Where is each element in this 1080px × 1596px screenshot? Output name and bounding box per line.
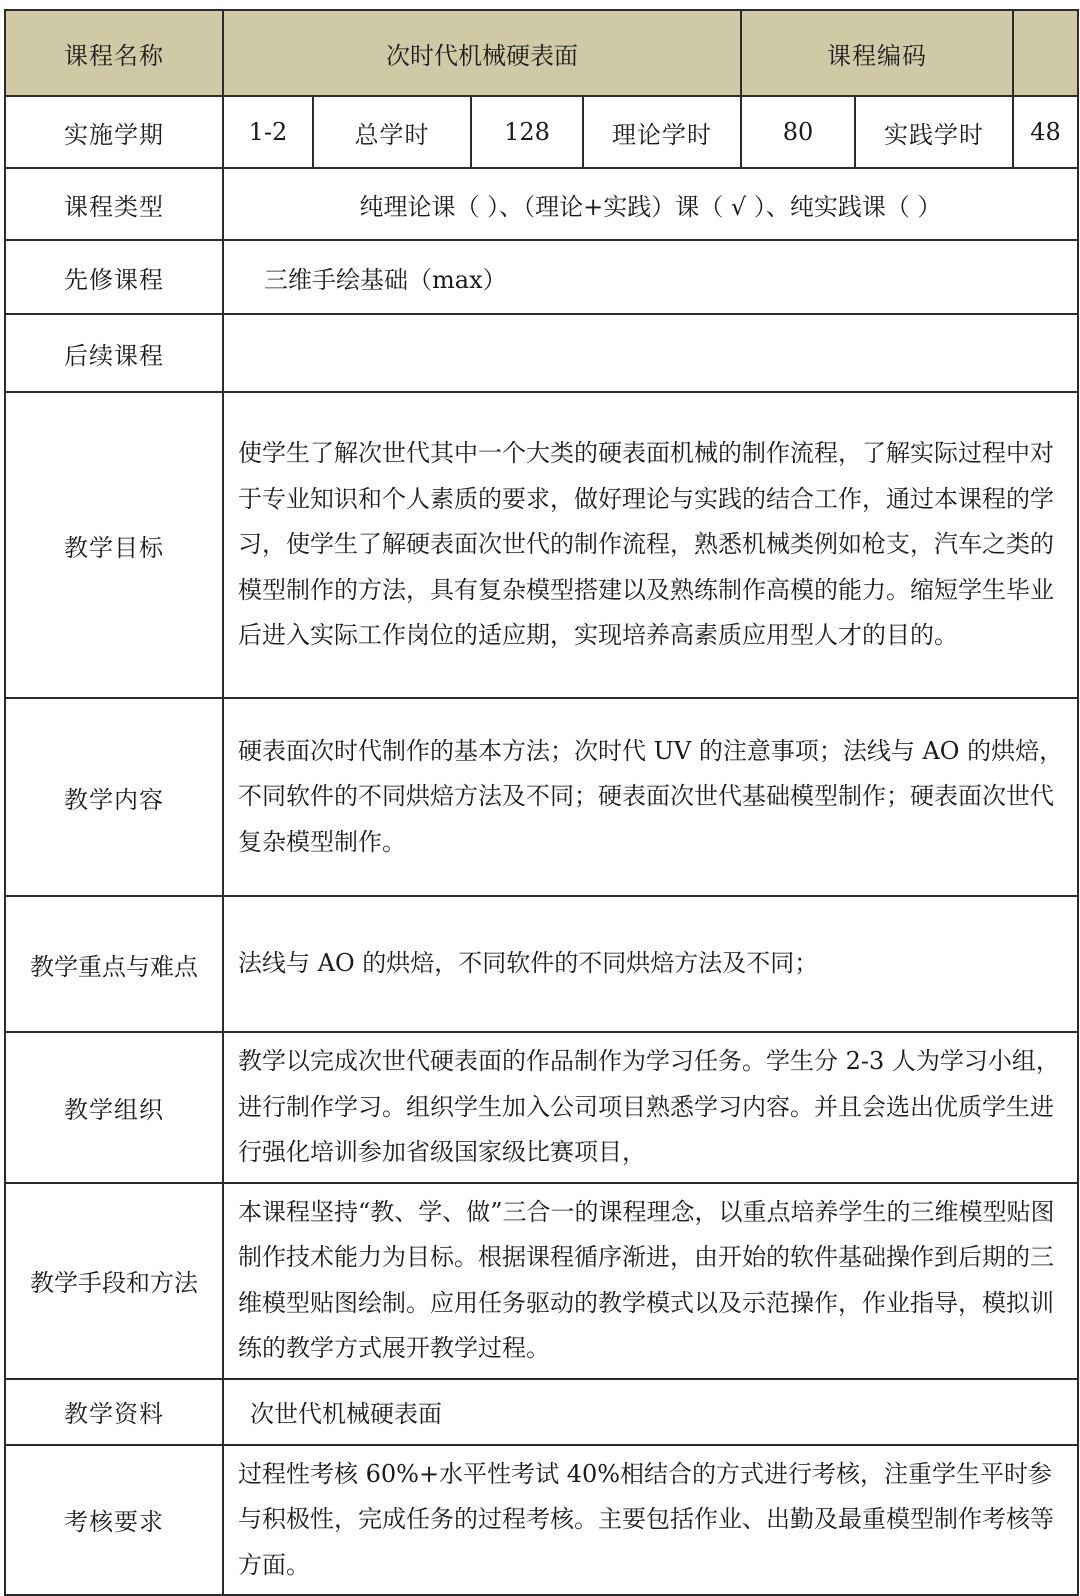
prerequisite-row xyxy=(5,240,1078,314)
course-code-value xyxy=(1013,10,1078,96)
prerequisite-value: 三维手绘基础（max） xyxy=(223,240,1078,314)
course-info-table xyxy=(4,9,1079,1596)
teaching-goal-row xyxy=(5,392,1078,698)
assessment-label: 考核要求 xyxy=(5,1445,223,1596)
key-points-value: 法线与 AO 的烘焙，不同软件的不同烘焙方法及不同； xyxy=(223,896,1078,1032)
total-hours-label: 总学时 xyxy=(313,96,471,168)
course-name-value: 次时代机械硬表面 xyxy=(223,10,741,96)
semester-value: 1-2 xyxy=(223,96,313,168)
hours-row xyxy=(5,96,1078,168)
teaching-materials-value: 次世代机械硬表面 xyxy=(223,1379,1078,1445)
theory-hours-value: 80 xyxy=(741,96,855,168)
assessment-row xyxy=(5,1445,1078,1596)
teaching-content-label: 教学内容 xyxy=(5,698,223,896)
course-name-label: 课程名称 xyxy=(5,10,223,96)
teaching-methods-row xyxy=(5,1183,1078,1379)
key-points-label: 教学重点与难点 xyxy=(5,896,223,1032)
course-code-label: 课程编码 xyxy=(741,10,1013,96)
teaching-methods-value: 本课程坚持“教、学、做”三合一的课程理念，以重点培养学生的三维模型贴图制作技术能力为目标。根据课程循序渐进，由开始的软件基础操作到后期的三维模型贴图绘制。应用任务驱动的教学模式以及示范操作，作业指导，模拟训练的教学方式展开教学过程。 xyxy=(223,1183,1078,1379)
key-points-row xyxy=(5,896,1078,1032)
teaching-organization-value: 教学以完成次世代硬表面的作品制作为学习任务。学生分 2-3 人为学习小组，进行制作学习。组织学生加入公司项目熟悉学习内容。并且会选出优质学生进行强化培训参加省级国家级比赛项目， xyxy=(223,1032,1078,1183)
prerequisite-label: 先修课程 xyxy=(5,240,223,314)
teaching-methods-label: 教学手段和方法 xyxy=(5,1183,223,1379)
practice-hours-value: 48 xyxy=(1013,96,1078,168)
followup-row xyxy=(5,314,1078,392)
teaching-content-row xyxy=(5,698,1078,896)
course-type-label: 课程类型 xyxy=(5,168,223,240)
teaching-organization-label: 教学组织 xyxy=(5,1032,223,1183)
course-type-value: 纯理论课（ ）、（理论+实践）课（ √ ）、纯实践课（ ） xyxy=(223,168,1078,240)
teaching-content-value: 硬表面次时代制作的基本方法；次时代 UV 的注意事项；法线与 AO 的烘焙，不同软件的不同烘焙方法及不同；硬表面次世代基础模型制作；硬表面次世代复杂模型制作。 xyxy=(223,698,1078,896)
teaching-goal-label: 教学目标 xyxy=(5,392,223,698)
total-hours-value: 128 xyxy=(471,96,583,168)
course-info-sheet xyxy=(4,9,1077,1579)
teaching-organization-row xyxy=(5,1032,1078,1183)
teaching-materials-row xyxy=(5,1379,1078,1445)
assessment-value: 过程性考核 60%+水平性考试 40%相结合的方式进行考核，注重学生平时参与积极性，完成任务的过程考核。主要包括作业、出勤及最重模型制作考核等方面。 xyxy=(223,1445,1078,1596)
course-type-row xyxy=(5,168,1078,240)
teaching-materials-label: 教学资料 xyxy=(5,1379,223,1445)
followup-label: 后续课程 xyxy=(5,314,223,392)
header-row xyxy=(5,10,1078,96)
teaching-goal-value: 使学生了解次世代其中一个大类的硬表面机械的制作流程，了解实际过程中对于专业知识和个人素质的要求，做好理论与实践的结合工作，通过本课程的学习，使学生了解硬表面次世代的制作流程，熟悉机械类例如枪支，汽车之类的模型制作的方法，具有复杂模型搭建以及熟练制作高模的能力。缩短学生毕业后进入实际工作岗位的适应期，实现培养高素质应用型人才的目的。 xyxy=(223,392,1078,698)
semester-label: 实施学期 xyxy=(5,96,223,168)
theory-hours-label: 理论学时 xyxy=(583,96,741,168)
followup-value xyxy=(223,314,1078,392)
practice-hours-label: 实践学时 xyxy=(855,96,1013,168)
